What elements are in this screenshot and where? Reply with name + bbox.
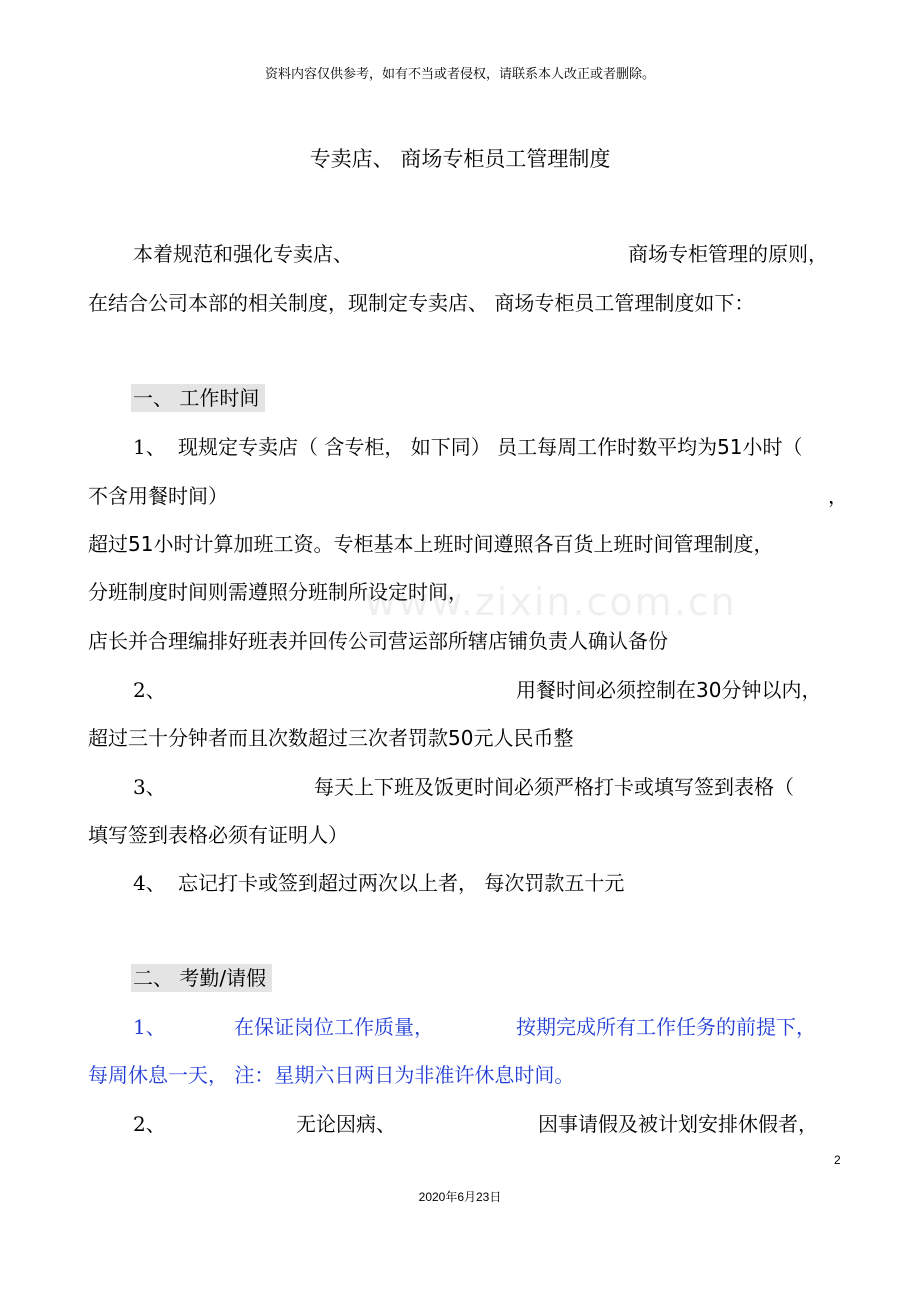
s2-item2-line1-b: 因事请假及被计划安排休假者， bbox=[538, 1112, 818, 1136]
header-disclaimer: 资料内容仅供参考，如有不当或者侵权，请联系本人改正或者删除。 bbox=[264, 67, 655, 82]
s1-item1-line2-b: ， bbox=[828, 484, 848, 508]
s1-item1-line5: 店长并合理编排好班表并回传公司营运部所辖店铺负责人确认备份 bbox=[88, 629, 668, 653]
s1-item3-line1: 每天上下班及饭更时间必须严格打卡或填写签到表格（ bbox=[314, 775, 794, 799]
s2-item2-line1-a: 无论因病、 bbox=[296, 1112, 396, 1136]
footer-date: 2020年6月23日 bbox=[418, 1190, 502, 1204]
intro-line1-a: 本着规范和强化专卖店、 bbox=[133, 242, 353, 266]
section2-heading: 二、 考勤/请假 bbox=[131, 964, 272, 992]
page-number: 2 bbox=[834, 1153, 841, 1167]
s1-item1-line4: 分班制度时间则需遵照分班制所设定时间， bbox=[88, 580, 468, 604]
s1-item4-number: 4、 bbox=[133, 871, 166, 895]
s1-item3-number: 3、 bbox=[133, 775, 166, 799]
watermark-text: www.zixin.com.cn bbox=[365, 580, 737, 624]
s1-item2-line1: 用餐时间必须控制在30分钟以内， bbox=[516, 678, 822, 702]
s1-item1-line3: 超过51小时计算加班工资。专柜基本上班时间遵照各百货上班时间管理制度， bbox=[88, 532, 774, 556]
s1-item2-line2: 超过三十分钟者而且次数超过三次者罚款50元人民币整 bbox=[88, 726, 574, 750]
s2-item2-number: 2、 bbox=[133, 1112, 166, 1136]
document-title: 专卖店、 商场专柜员工管理制度 bbox=[309, 147, 611, 171]
s1-item1-line2-a: 不含用餐时间） bbox=[88, 484, 228, 508]
intro-line2: 在结合公司本部的相关制度，现制定专卖店、 商场专柜员工管理制度如下： bbox=[88, 291, 755, 315]
intro-line1-b: 商场专柜管理的原则， bbox=[628, 242, 828, 266]
s1-item4-line1: 忘记打卡或签到超过两次以上者， 每次罚款五十元 bbox=[178, 871, 625, 895]
s1-item2-number: 2、 bbox=[133, 678, 166, 702]
section1-heading: 一、 工作时间 bbox=[131, 384, 265, 412]
s1-item1-line1: 现规定专卖店（ 含专柜， 如下同） 员工每周工作时数平均为51小时（ bbox=[178, 435, 803, 459]
s1-item3-line2: 填写签到表格必须有证明人） bbox=[88, 823, 348, 847]
s2-item1-line1-b: 按期完成所有工作任务的前提下， bbox=[516, 1015, 816, 1039]
s2-item1-number: 1、 bbox=[133, 1015, 166, 1039]
s2-item1-line1-a: 在保证岗位工作质量， bbox=[234, 1015, 434, 1039]
s1-item1-number: 1、 bbox=[133, 435, 166, 459]
s2-item1-line2: 每周休息一天， 注：星期六日两日为非准许休息时间。 bbox=[88, 1063, 575, 1087]
